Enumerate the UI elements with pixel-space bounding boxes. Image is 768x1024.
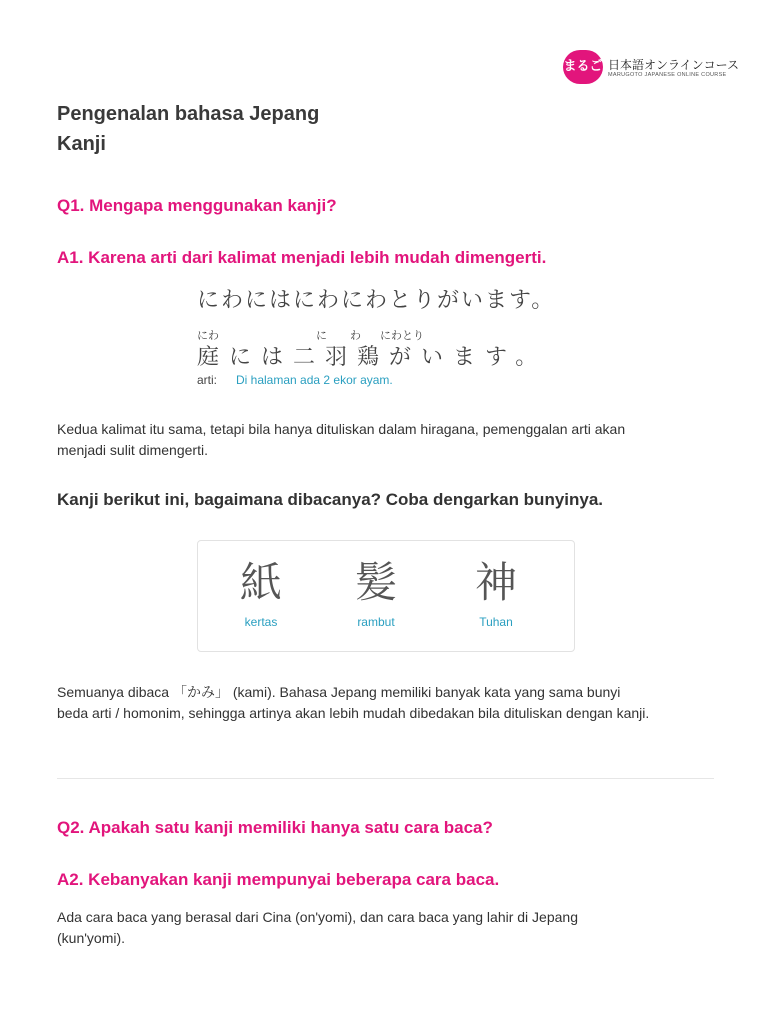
kanji-meaning: Tuhan [479, 615, 513, 629]
marugoto-logo [563, 50, 740, 108]
kanji-sentence: 庭には二羽鶏がいます。 [197, 345, 548, 370]
section-divider [57, 778, 714, 779]
logo-subtitle: MARUGOTO JAPANESE ONLINE COURSE [608, 72, 727, 78]
kanji-card-rambut [326, 557, 426, 629]
kanji-examples-card [197, 540, 575, 652]
question-1: Q1. Mengapa menggunakan kanji? [57, 196, 337, 215]
furigana-niwa: にわ [197, 329, 219, 342]
arti-label: arti: [197, 373, 218, 387]
answer-1: A1. Karena arti dari kalimat menjadi lebih mudah dimengerti. [57, 248, 547, 267]
kanji-meaning: kertas [244, 615, 278, 629]
kanji-meaning: rambut [357, 615, 395, 629]
logo-mark: まるごと [563, 50, 603, 84]
title-line-1: Pengenalan bahasa Jepang [57, 103, 320, 125]
paragraph-2-line-2: beda arti / homonim, sehingga artinya akan lebih mudah dibedakan bila dituliskan dengan kanji. [57, 705, 650, 721]
hiragana-sentence: にわにはにわにわとりがいます。 [197, 288, 556, 313]
logo-name: 日本語オンラインコース [608, 58, 740, 72]
paragraph-3-line-2: (kun'yomi). [57, 930, 126, 946]
furigana-wa: わ [350, 329, 361, 342]
answer-2: A2. Kebanyakan kanji mempunyai beberapa cara baca. [57, 870, 500, 889]
furigana-ni: に [316, 329, 327, 342]
kanji-char: 髪 [354, 558, 397, 607]
page-title [57, 99, 319, 159]
arti-translation: Di halaman ada 2 ekor ayam. [236, 373, 393, 387]
kanji-card-tuhan [446, 557, 546, 629]
furigana-niwatori: にわとり [380, 329, 424, 342]
paragraph-2-line-1: Semuanya dibaca 「かみ」 (kami). Bahasa Jepang memiliki banyak kata yang sama bunyi [57, 684, 621, 700]
paragraph-1 [57, 419, 717, 461]
paragraph-3 [57, 907, 717, 949]
title-line-2: Kanji [57, 133, 106, 155]
kanji-char: 神 [474, 558, 517, 607]
kanji-question: Kanji berikut ini, bagaimana dibacanya? Coba dengarkan bunyinya. [57, 490, 604, 509]
kanji-card-kertas [211, 557, 311, 629]
paragraph-2 [57, 682, 717, 724]
paragraph-1-line-2: menjadi sulit dimengerti. [57, 442, 208, 458]
paragraph-3-line-1: Ada cara baca yang berasal dari Cina (on'yomi), dan cara baca yang lahir di Jepang [57, 909, 578, 925]
kanji-char: 紙 [239, 558, 282, 607]
question-2: Q2. Apakah satu kanji memiliki hanya satu cara baca? [57, 818, 493, 837]
paragraph-1-line-1: Kedua kalimat itu sama, tetapi bila hanya dituliskan dalam hiragana, pemenggalan arti akan [57, 421, 626, 437]
